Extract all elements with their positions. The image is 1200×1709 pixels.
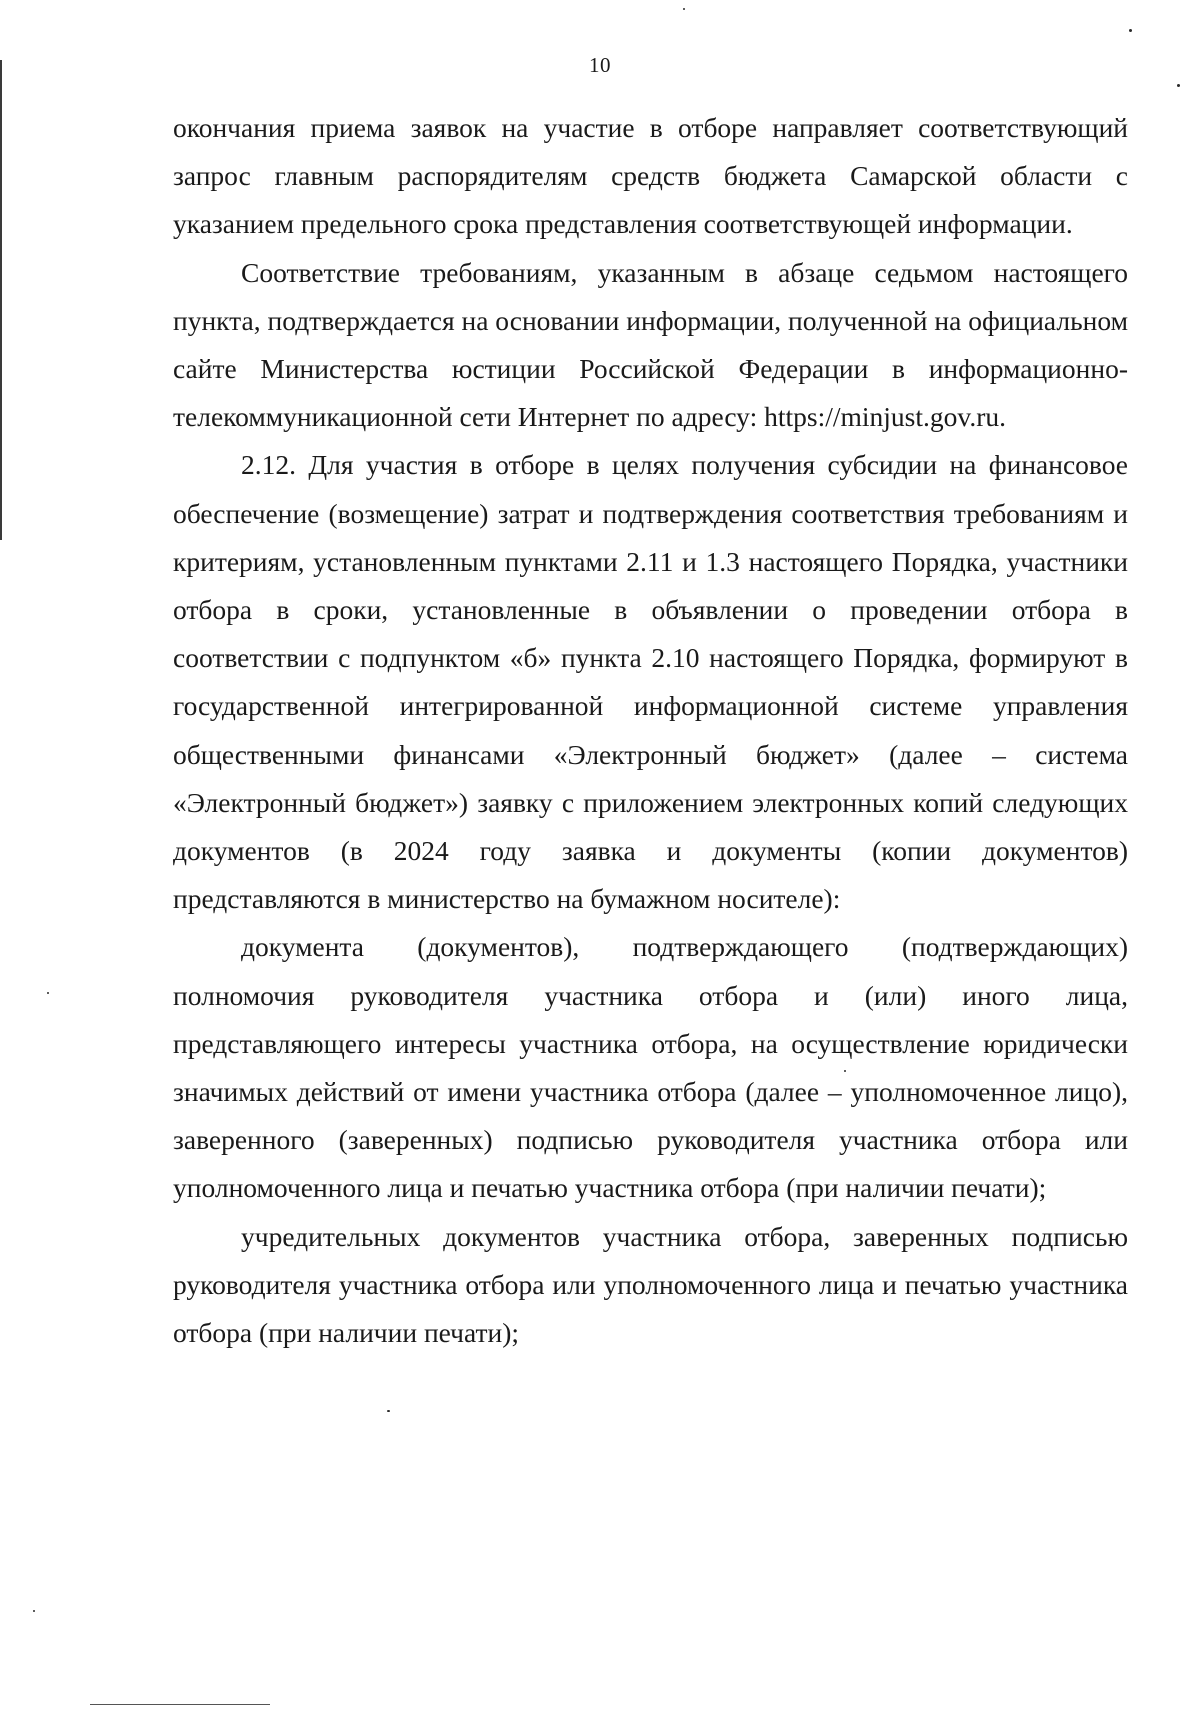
paragraph-2-12: 2.12. Для участия в отборе в целях получения субсидии на финансовое обеспечение (возмещение) затрат и подтверждения соответствия требованиям и критериям, установленным пунктами 2.11 и 1.3 настоящего Порядка, участники отбора в сроки, установленные в объявлении о проведении отбора в соответствии с подпунктом «б» пункта 2.10 настоящего Порядка, формируют в государственной интегрированной информационной системе управления общественными финансами «Электронный бюджет» (далее – система «Электронный бюджет») заявку с приложением электронных копий следующих документов (в 2024 году заявка и документы (копии документов) представляются в министерство на бумажном носителе): xyxy=(173,449,1128,915)
paragraph-constituent-documents: учредительных документов участника отбора, заверенных подписью руководителя участника отбора или уполномоченного лица и печатью участника отбора (при наличии печати); xyxy=(173,1220,1128,1349)
document-body xyxy=(173,104,1128,1357)
scan-speck xyxy=(1177,84,1180,87)
scan-speck xyxy=(683,8,685,10)
paragraph-requirements-confirmation: Соответствие требованиям, указанным в абзаце седьмом настоящего пункта, подтверждается на основании информации, полученной на официальном сайте Министерства юстиции Российской Федерации в информационно-телекоммуникационной сети Интернет по адресу: https://minjust.gov.ru. xyxy=(173,256,1128,433)
scan-speck xyxy=(844,1070,846,1072)
paragraph-continuation: окончания приема заявок на участие в отборе направляет соответствующий запрос главным распорядителям средств бюджета Самарской области с указанием предельного срока представления соответствующей информации. xyxy=(173,112,1128,240)
paragraph-authority-documents: документа (документов), подтверждающего (подтверждающих) полномочия руководителя участника отбора и (или) иного лица, представляющего интересы участника отбора, на осуществление юридически значимых действий от имени участника отбора (далее – уполномоченное лицо), заверенного (заверенных) подписью руководителя участника отбора или уполномоченного лица и печатью участника отбора (при наличии печати); xyxy=(173,931,1128,1204)
scan-edge-line xyxy=(90,1704,270,1705)
page-number: 10 xyxy=(589,53,611,77)
scan-edge-line xyxy=(0,60,2,540)
scan-speck xyxy=(1129,29,1132,32)
scan-speck xyxy=(33,1610,35,1612)
scan-speck xyxy=(387,1410,390,1412)
scan-speck xyxy=(47,992,49,994)
